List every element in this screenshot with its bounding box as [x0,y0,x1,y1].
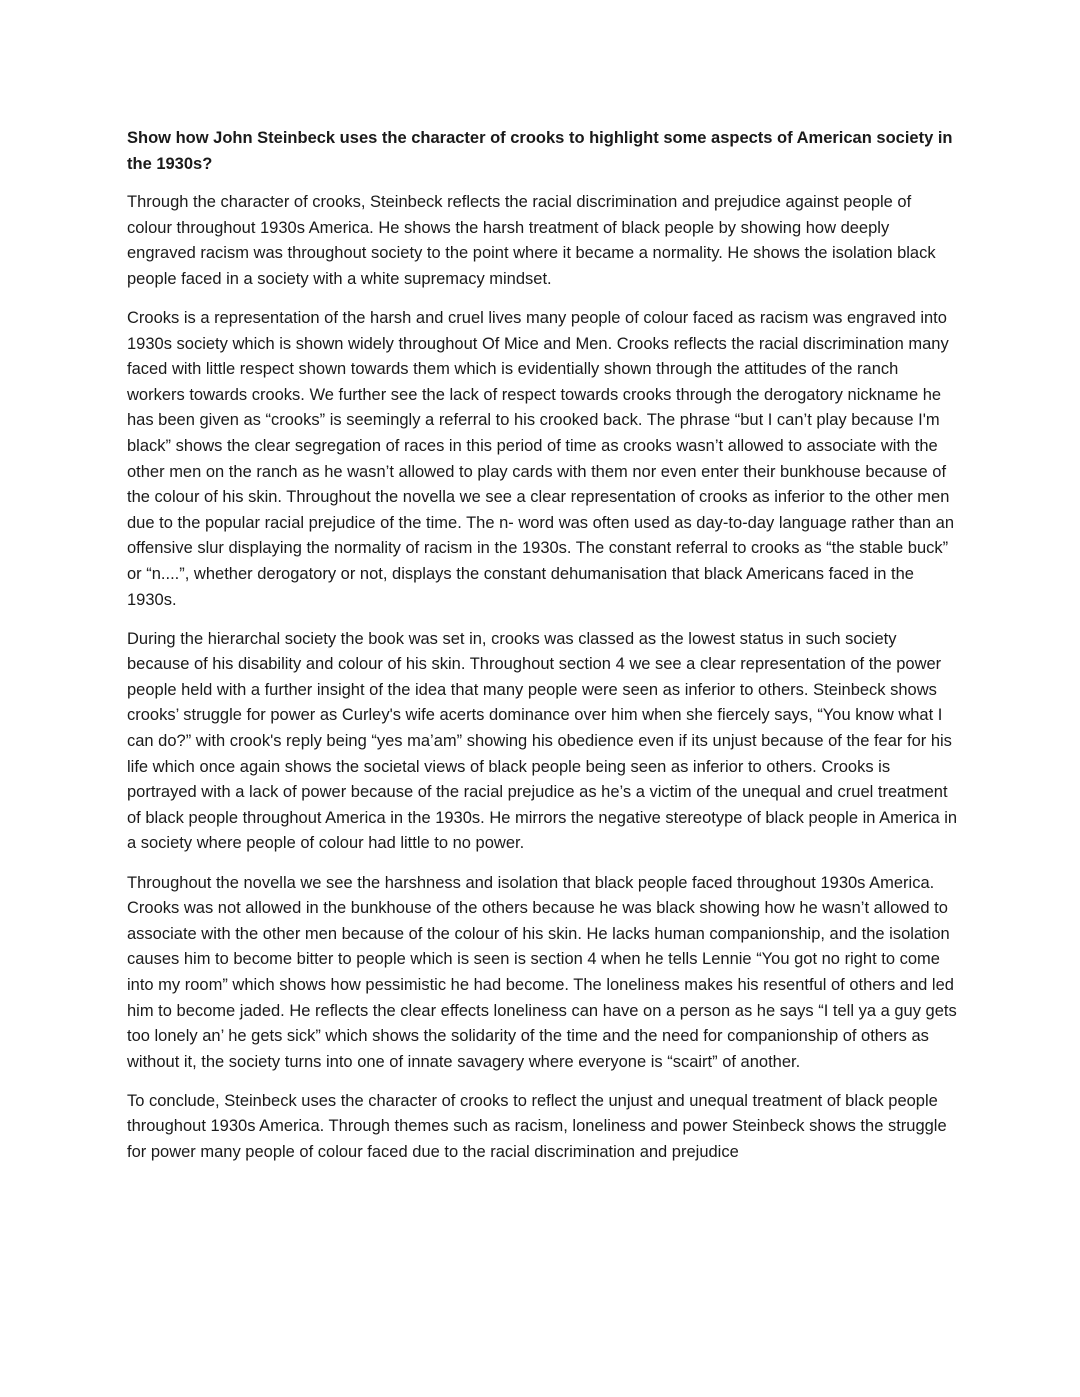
essay-title: Show how John Steinbeck uses the character of crooks to highlight some aspects of American society in the 1930s? [127,129,953,173]
paragraph-intro: Through the character of crooks, Steinbeck reflects the racial discrimination and prejudice against people of colour throughout 1930s America. He shows the harsh treatment of black people by showing how deeply engraved racism was throughout society to the point where it became a normality. He shows the isolation black people faced in a society with a white supremacy mindset. [127,193,936,288]
paragraph-racism: Crooks is a representation of the harsh and cruel lives many people of colour faced as racism was engraved into 1930s society which is shown widely throughout Of Mice and Men. Crooks reflects the racial discrimination many faced with little respect shown towards them which is evidentially shown through the attitudes of the ranch workers towards crooks. We further see the lack of respect towards crooks through the derogatory nickname he has been given as “crooks” is seemingly a referral to his crooked back. The phrase “but I can’t play because I'm black” shows the clear segregation of races in this period of time as crooks wasn’t allowed to associate with the other men on the ranch as he wasn’t allowed to play cards with them nor even enter their bunkhouse because of the colour of his skin. Throughout the novella we see a clear representation of crooks as inferior to the other men due to the popular racial prejudice of the time. The n- word was often used as day-to-day language rather than an offensive slur displaying the normality of racism in the 1930s. The constant referral to crooks as “the stable buck” or “n....”, whether derogatory or not, displays the constant dehumanisation that black Americans faced in the 1930s. [127,309,955,609]
paragraph-isolation: Throughout the novella we see the harshness and isolation that black people faced throughout 1930s America. Crooks was not allowed in the bunkhouse of the others because he was black showing how he wasn’t allowed to associate with the other men because of the colour of his skin. He lacks human companionship, and the isolation causes him to become bitter to people which is seen is section 4 when he tells Lennie “You got no right to come into my room” which shows how pessimistic he had become. The loneliness makes his resentful of others and led him to become jaded. He reflects the clear effects loneliness can have on a person as he says “I tell ya a guy gets too lonely an’ he gets sick” which shows the solidarity of the time and the need for companionship of others as without it, the society turns into one of innate savagery where everyone is “scairt” of another. [127,873,957,1071]
document-page [127,126,959,1179]
paragraph-power: During the hierarchal society the book was set in, crooks was classed as the lowest status in such society because of his disability and colour of his skin. Throughout section 4 we see a clear representation of the power people held with a further insight of the idea that many people were seen as inferior to others. Steinbeck shows crooks’ struggle for power as Curley's wife acerts dominance over him when she fiercely says, “You know what I can do?” with crook's reply being “yes ma’am” showing his obedience even if its unjust because of the fear for his life which once again shows the societal views of black people being seen as inferior to others. Crooks is portrayed with a lack of power because of the racial prejudice as he’s a victim of the unequal and cruel treatment of black people throughout America in the 1930s. He mirrors the negative stereotype of black people in America in a society where people of colour had little to no power. [127,629,958,853]
paragraph-conclusion: To conclude, Steinbeck uses the character of crooks to reflect the unjust and unequal treatment of black people throughout 1930s America. Through themes such as racism, loneliness and power Steinbeck shows the struggle for power many people of colour faced due to the racial discrimination and prejudice [127,1091,947,1161]
